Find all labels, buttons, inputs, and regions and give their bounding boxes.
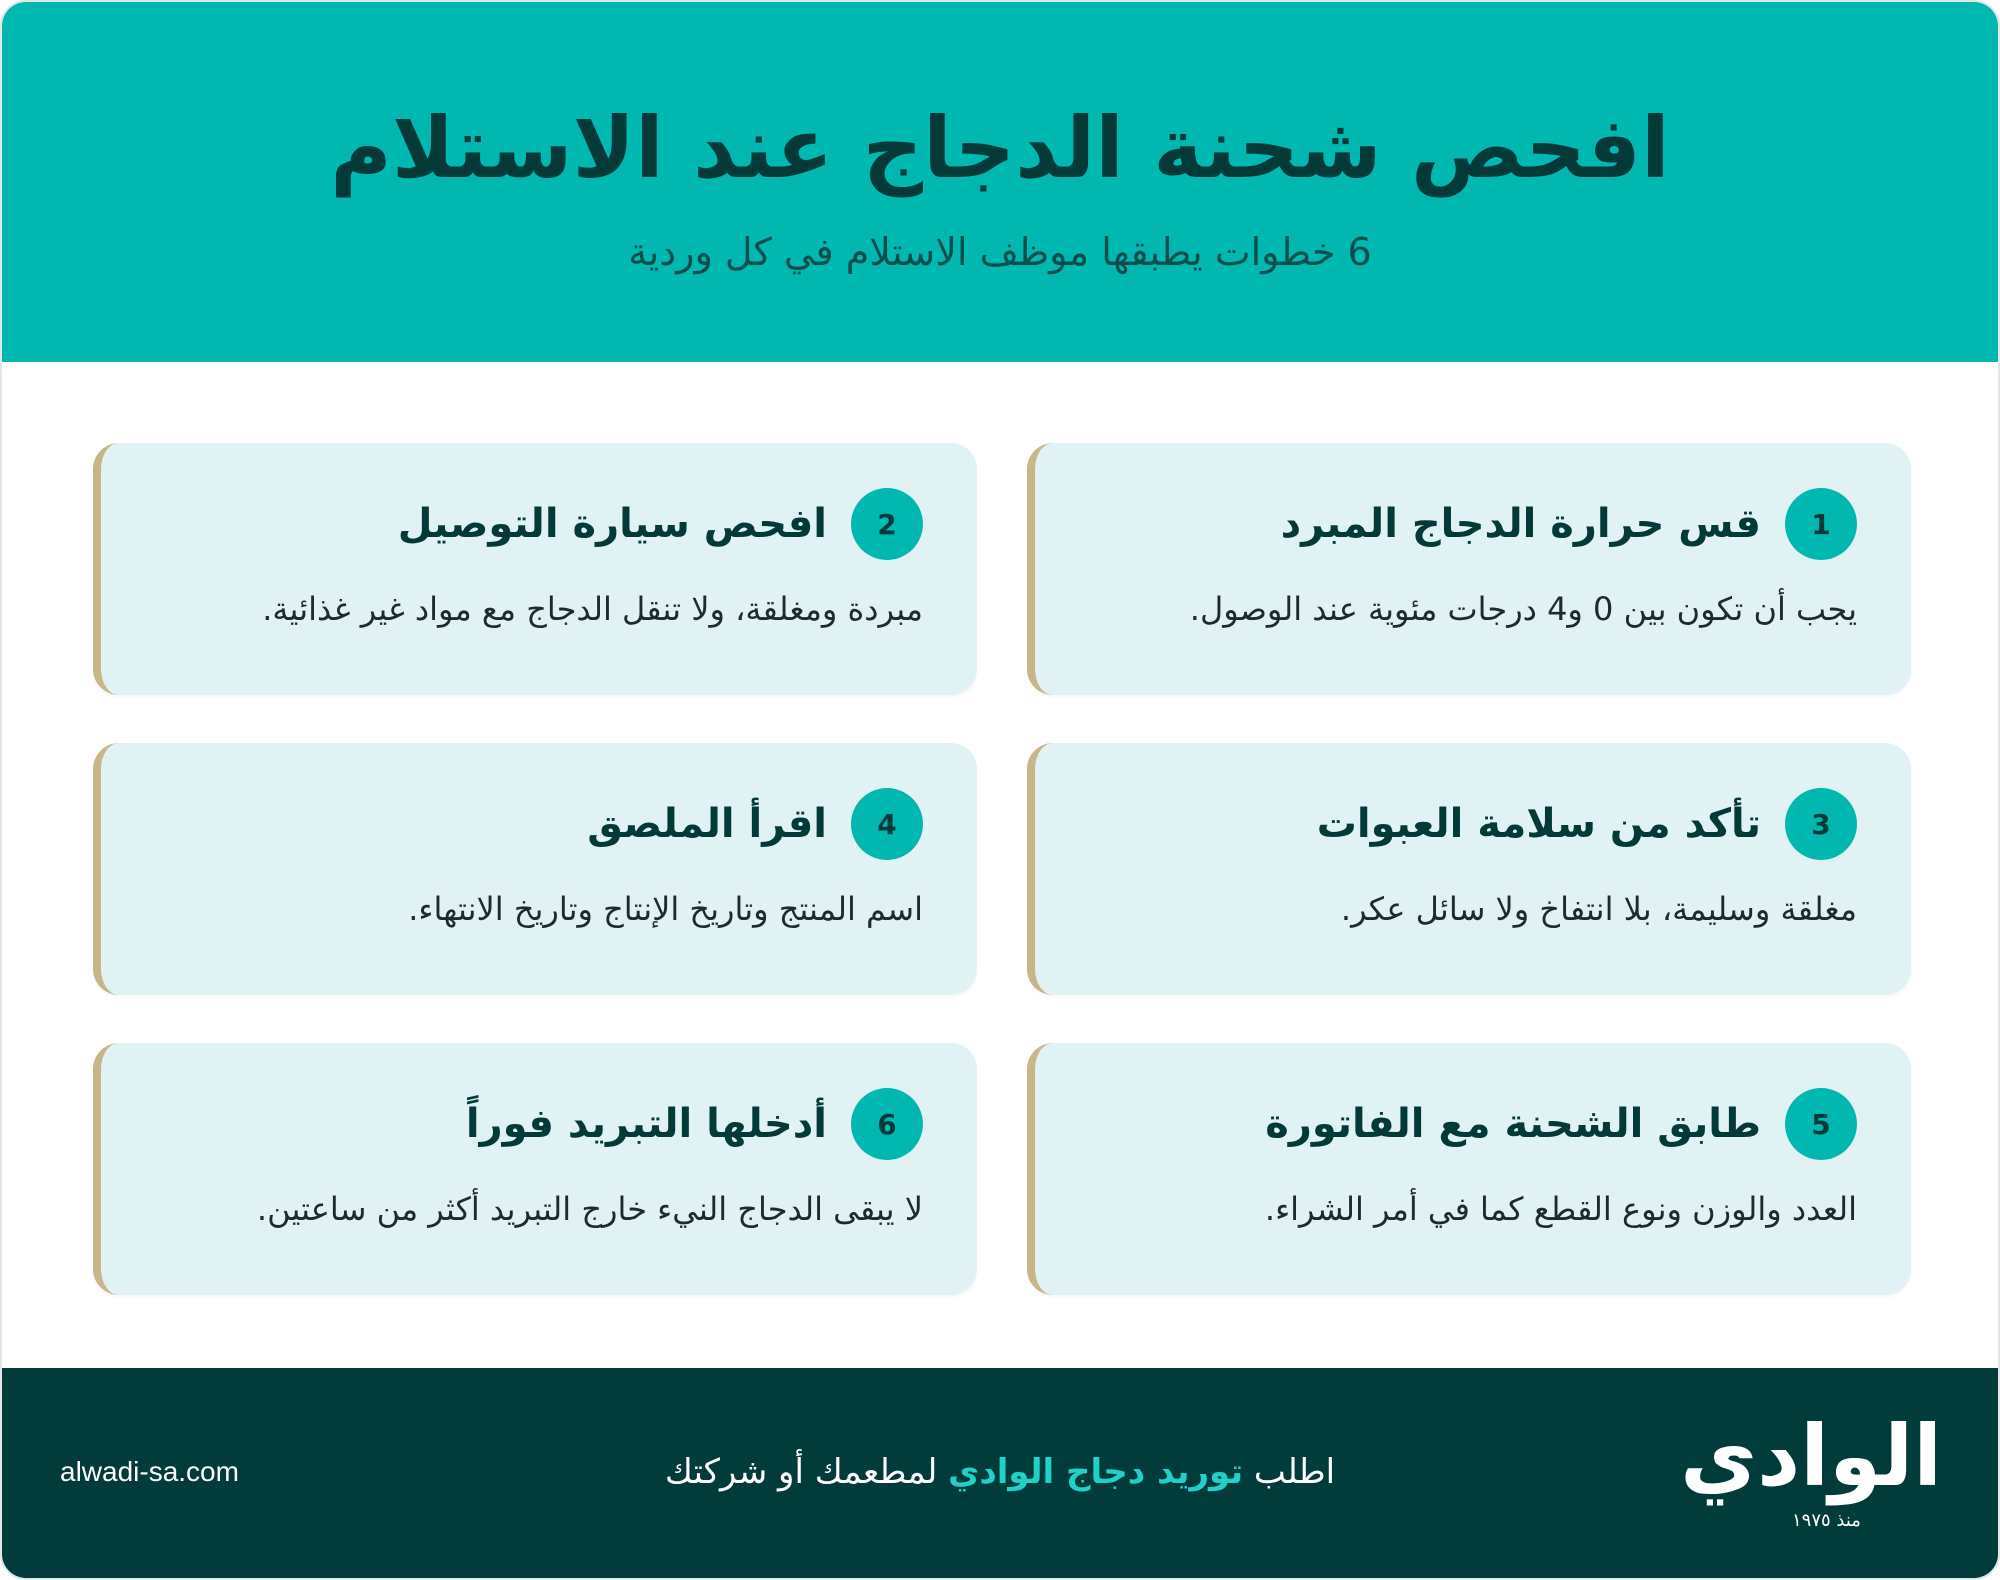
step-number-badge: 2 [851, 488, 923, 560]
step-title: تأكد من سلامة العبوات [1316, 801, 1761, 847]
step-description: مغلقة وسليمة، بلا انتفاخ ولا سائل عكر. [1340, 890, 1857, 928]
step-title: أدخلها التبريد فوراً [465, 1101, 827, 1147]
step-description: مبردة ومغلقة، ولا تنقل الدجاج مع مواد غير غذائية. [262, 590, 923, 628]
cta-text-start: اطلب [1243, 1452, 1336, 1492]
step-number-badge: 6 [851, 1088, 923, 1160]
step-title: افحص سيارة التوصيل [397, 501, 827, 547]
step-description: العدد والوزن ونوع القطع كما في أمر الشراء. [1264, 1190, 1857, 1228]
step-number-badge: 3 [1785, 788, 1857, 860]
step-title: طابق الشحنة مع الفاتورة [1265, 1101, 1761, 1147]
website-link[interactable]: alwadi-sa.com [60, 1456, 239, 1487]
step-number-badge: 4 [851, 788, 923, 860]
step-card-2 [93, 443, 977, 695]
call-to-action [2, 1446, 1998, 1498]
step-card-1 [1027, 443, 1911, 695]
step-description: لا يبقى الدجاج النيء خارج التبريد أكثر من ساعتين. [256, 1190, 923, 1228]
steps-grid [2, 2, 1998, 1578]
page-title: افحص شحنة الدجاج عند الاستلام [330, 99, 1670, 197]
brand-logo-since: منذ ١٩٧٥ [1792, 1510, 1861, 1531]
cta-text-end: لمطعمك أو شركتك [664, 1452, 949, 1492]
step-card-5 [1027, 1043, 1911, 1295]
step-card-3 [1027, 743, 1911, 995]
step-description: يجب أن تكون بين 0 و4 درجات مئوية عند الوصول. [1189, 590, 1857, 628]
step-card-4 [93, 743, 977, 995]
cta-highlight: توريد دجاج الوادي [948, 1452, 1244, 1492]
brand-logo-wordmark: الوادي [1680, 1407, 1942, 1505]
step-title: قس حرارة الدجاج المبرد [1280, 501, 1761, 547]
step-number-badge: 1 [1785, 488, 1857, 560]
step-card-6 [93, 1043, 977, 1295]
footer-bar [2, 1368, 1998, 1578]
step-number-badge: 5 [1785, 1088, 1857, 1160]
step-title: اقرأ الملصق [587, 801, 827, 847]
step-description: اسم المنتج وتاريخ الإنتاج وتاريخ الانتهاء. [408, 890, 923, 928]
page-subtitle: 6 خطوات يطبقها موظف الاستلام في كل وردية [628, 230, 1372, 274]
